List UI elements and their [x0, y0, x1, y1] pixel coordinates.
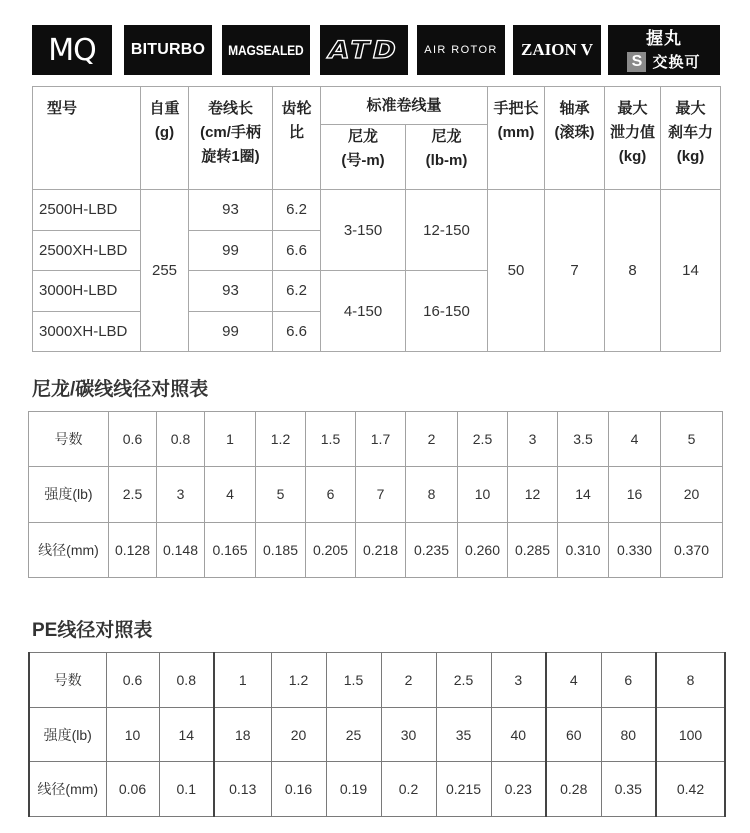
nylon-size-cell: 4: [609, 412, 661, 467]
nylon-strength-row: [29, 467, 723, 522]
mq-logo-badge: [32, 25, 112, 75]
header-gear-ratio: [273, 87, 321, 190]
nylon-diameter-cell: 0.128: [109, 522, 157, 577]
nylon-diameter-cell: 0.370: [661, 522, 723, 577]
header-model: [33, 87, 141, 190]
header-max-brake-label: 最大: [675, 100, 706, 117]
nylon-diameter-row: [29, 522, 723, 577]
gear-ratio-cell: 6.6: [273, 311, 321, 352]
pe-row-label: 号数: [29, 653, 106, 708]
mq-logo: MQ: [48, 32, 96, 68]
header-retrieve-unit-2: 旋转1圈): [201, 148, 260, 165]
nylon-size-cell: 1.7: [356, 412, 406, 467]
nylon-diameter-table: [28, 411, 723, 578]
air-rotor-label: AIR ROTOR: [424, 44, 498, 56]
max-drag-cell: 8: [605, 190, 661, 352]
header-handle-unit: (mm): [497, 124, 535, 141]
knob-swap-text: 交换可: [652, 54, 701, 71]
pe-diameter-cell: 0.19: [326, 762, 381, 817]
pe-size-cell: 8: [656, 653, 725, 708]
pe-strength-cell: 14: [159, 707, 214, 762]
nylon-size-cell: 5: [661, 412, 723, 467]
handle-cell: 50: [488, 190, 545, 352]
nylon-size-cell: 1: [205, 412, 256, 467]
header-max-drag-unit: (kg): [618, 148, 647, 165]
pe-strength-cell: 40: [491, 707, 546, 762]
knob-swap-badge: [608, 25, 720, 75]
header-handle-label: 手把长: [493, 100, 539, 117]
pe-size-cell: 6: [601, 653, 656, 708]
nylon-strength-cell: 16: [609, 467, 661, 522]
pe-strength-cell: 10: [106, 707, 159, 762]
header-max-drag: [605, 87, 661, 190]
pe-strength-cell: 30: [381, 707, 436, 762]
capacity-lb-cell: 16-150: [406, 271, 488, 352]
header-capacity-label: 标准卷线量: [366, 96, 442, 114]
spec-header-row: [33, 87, 721, 125]
s-size-badge: S: [627, 52, 646, 72]
zaion-label: ZAION V: [521, 40, 593, 59]
header-bearing: [545, 87, 605, 190]
nylon-diameter-cell: 0.285: [508, 522, 558, 577]
header-gear-label: 齿轮: [281, 100, 312, 117]
nylon-diameter-cell: 0.310: [558, 522, 609, 577]
header-capacity-lb-label: 尼龙: [431, 128, 462, 145]
pe-size-cell: 0.6: [106, 653, 159, 708]
nylon-diameter-cell: 0.330: [609, 522, 661, 577]
header-max-drag-label-2: 泄力值: [610, 124, 656, 141]
nylon-strength-cell: 8: [406, 467, 458, 522]
retrieve-cell: 99: [189, 311, 273, 352]
header-bearing-unit: (滚珠): [554, 124, 595, 141]
weight-cell: 255: [141, 190, 189, 352]
nylon-size-cell: 1.2: [256, 412, 306, 467]
nylon-diameter-cell: 0.205: [306, 522, 356, 577]
pe-size-cell: 2.5: [436, 653, 491, 708]
pe-row-label: 强度(lb): [29, 707, 106, 762]
nylon-strength-cell: 7: [356, 467, 406, 522]
nylon-diameter-cell: 0.148: [157, 522, 205, 577]
header-weight-label: 自重: [149, 100, 180, 117]
header-retrieve-label: 卷线长: [207, 100, 253, 117]
retrieve-cell: 99: [189, 230, 273, 271]
model-cell: 2500H-LBD: [33, 190, 141, 231]
pe-strength-row: [29, 707, 725, 762]
atd-logo: ATD: [328, 36, 400, 64]
nylon-row-label: 线径(mm): [29, 522, 109, 577]
pe-strength-cell: 35: [436, 707, 491, 762]
spec-table: [32, 86, 721, 352]
biturbo-label: BITURBO: [130, 41, 206, 58]
nylon-size-cell: 2.5: [458, 412, 508, 467]
pe-size-cell: 4: [546, 653, 601, 708]
header-capacity: [321, 87, 488, 125]
header-retrieve-unit: (cm/手柄: [200, 124, 261, 141]
biturbo-badge: [124, 25, 212, 75]
pe-diameter-cell: 0.2: [381, 762, 436, 817]
nylon-diameter-cell: 0.218: [356, 522, 406, 577]
capacity-go-cell: 4-150: [321, 271, 406, 352]
pe-size-cell: 1: [214, 653, 271, 708]
pe-strength-cell: 20: [271, 707, 326, 762]
pe-size-cell: 1.2: [271, 653, 326, 708]
pe-table-title: PE线径对照表: [32, 620, 153, 641]
pe-diameter-cell: 0.23: [491, 762, 546, 817]
header-retrieve: [189, 87, 273, 190]
header-max-brake-label-2: 刹车力: [668, 124, 714, 141]
pe-diameter-cell: 0.13: [214, 762, 271, 817]
nylon-size-cell: 3: [508, 412, 558, 467]
header-gear-label-2: 比: [288, 124, 304, 141]
pe-size-row: [29, 653, 725, 708]
nylon-strength-cell: 5: [256, 467, 306, 522]
nylon-strength-cell: 14: [558, 467, 609, 522]
nylon-strength-cell: 4: [205, 467, 256, 522]
pe-diameter-table: [28, 652, 726, 817]
header-max-drag-label: 最大: [617, 100, 648, 117]
model-cell: 3000XH-LBD: [33, 311, 141, 352]
pe-diameter-cell: 0.1: [159, 762, 214, 817]
nylon-size-cell: 2: [406, 412, 458, 467]
capacity-go-cell: 3-150: [321, 190, 406, 271]
air-rotor-badge: [417, 25, 505, 75]
nylon-table-title: 尼龙/碳线线径对照表: [32, 379, 209, 400]
bearing-cell: 7: [545, 190, 605, 352]
nylon-strength-cell: 10: [458, 467, 508, 522]
nylon-row-label: 强度(lb): [29, 467, 109, 522]
pe-diameter-cell: 0.215: [436, 762, 491, 817]
pe-diameter-cell: 0.42: [656, 762, 725, 817]
pe-strength-cell: 80: [601, 707, 656, 762]
header-capacity-nylon-go: [321, 125, 406, 190]
pe-diameter-cell: 0.35: [601, 762, 656, 817]
knob-title: 握丸: [646, 29, 682, 48]
nylon-diameter-cell: 0.235: [406, 522, 458, 577]
magsealed-label: MAGSEALED: [228, 42, 304, 58]
nylon-size-cell: 0.8: [157, 412, 205, 467]
pe-strength-cell: 60: [546, 707, 601, 762]
nylon-strength-cell: 20: [661, 467, 723, 522]
max-brake-cell: 14: [661, 190, 721, 352]
header-bearing-label: 轴承: [559, 100, 590, 117]
magsealed-badge: [222, 25, 310, 75]
pe-diameter-cell: 0.06: [106, 762, 159, 817]
header-handle: [488, 87, 545, 190]
nylon-diameter-cell: 0.185: [256, 522, 306, 577]
header-max-brake-unit: (kg): [676, 148, 705, 165]
zaion-badge: [513, 25, 601, 75]
gear-ratio-cell: 6.6: [273, 230, 321, 271]
pe-strength-cell: 100: [656, 707, 725, 762]
header-capacity-lb-unit: (lb-m): [425, 152, 468, 169]
pe-diameter-row: [29, 762, 725, 817]
nylon-diameter-cell: 0.165: [205, 522, 256, 577]
capacity-lb-cell: 12-150: [406, 190, 488, 271]
nylon-size-cell: 0.6: [109, 412, 157, 467]
header-max-brake: [661, 87, 721, 190]
retrieve-cell: 93: [189, 271, 273, 312]
nylon-strength-cell: 6: [306, 467, 356, 522]
nylon-strength-cell: 2.5: [109, 467, 157, 522]
nylon-row-label: 号数: [29, 412, 109, 467]
pe-diameter-cell: 0.16: [271, 762, 326, 817]
gear-ratio-cell: 6.2: [273, 271, 321, 312]
pe-diameter-cell: 0.28: [546, 762, 601, 817]
nylon-size-cell: 1.5: [306, 412, 356, 467]
pe-strength-cell: 18: [214, 707, 271, 762]
header-capacity-nylon-lb: [406, 125, 488, 190]
model-cell: 2500XH-LBD: [33, 230, 141, 271]
header-weight: [141, 87, 189, 190]
spec-row: [33, 190, 721, 231]
nylon-size-cell: 3.5: [558, 412, 609, 467]
pe-row-label: 线径(mm): [29, 762, 106, 817]
header-weight-unit: (g): [154, 124, 175, 141]
pe-strength-cell: 25: [326, 707, 381, 762]
pe-size-cell: 1.5: [326, 653, 381, 708]
knob-row: [627, 51, 700, 72]
nylon-strength-cell: 12: [508, 467, 558, 522]
gear-ratio-cell: 6.2: [273, 190, 321, 231]
pe-size-cell: 3: [491, 653, 546, 708]
retrieve-cell: 93: [189, 190, 273, 231]
nylon-diameter-cell: 0.260: [458, 522, 508, 577]
atd-logo-badge: [320, 25, 408, 75]
header-capacity-go-label: 尼龙: [347, 128, 378, 145]
header-capacity-go-unit: (号-m): [341, 152, 385, 169]
nylon-size-row: [29, 412, 723, 467]
pe-size-cell: 0.8: [159, 653, 214, 708]
pe-size-cell: 2: [381, 653, 436, 708]
header-model-label: 型号: [47, 100, 78, 117]
model-cell: 3000H-LBD: [33, 271, 141, 312]
nylon-strength-cell: 3: [157, 467, 205, 522]
